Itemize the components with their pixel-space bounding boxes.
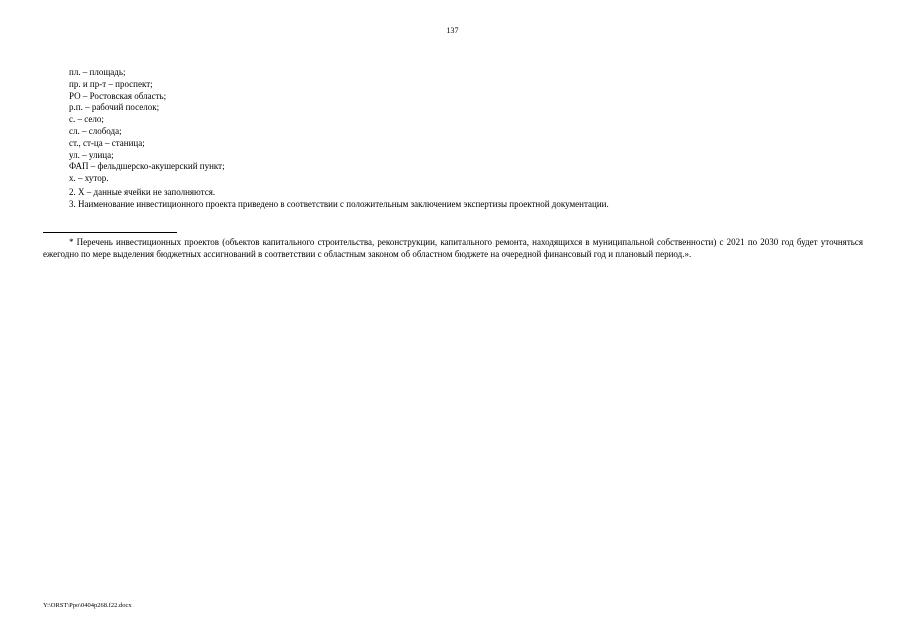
abbreviation-item: х. – хутор.: [69, 173, 109, 184]
file-path-footer: Y:\ORST\Ppo\0404p268.f22.docx: [43, 602, 132, 609]
abbreviation-item: р.п. – рабочий поселок;: [69, 102, 160, 113]
footnote-text: * Перечень инвестиционных проектов (объектов капитального строительства, реконструкции, капитального ремонта, находящихся в муниципальной собственности) с 2021 по 2030 год будет уточняться ежегодно по мере выделения бюджетных ассигнований в соответствии с областным законом об областном бюджете на очередной финансовый год и плановый период.».: [43, 237, 863, 259]
abbreviation-item: пр. и пр-т – проспект;: [69, 78, 153, 89]
abbreviation-item: ФАП – фельдшерско-акушерский пункт;: [69, 161, 225, 172]
page-number: 137: [446, 26, 459, 35]
notes: [69, 187, 609, 211]
abbreviation-item: ст., ст-ца – станица;: [69, 137, 145, 148]
abbreviation-list: [69, 67, 225, 185]
abbreviation-item: с. – село;: [69, 114, 104, 125]
footnote-separator: [43, 232, 177, 233]
abbreviation-item: пл. – площадь;: [69, 67, 126, 77]
abbreviation-item: ул. – улица;: [69, 149, 114, 160]
abbreviation-item: сл. – слобода;: [69, 125, 122, 136]
abbreviation-item: РО – Ростовская область;: [69, 90, 167, 101]
note-2: 2. Х – данные ячейки не заполняются.: [69, 187, 216, 197]
note-3: 3. Наименование инвестиционного проекта приведено в соответствии с положительным заключением экспертизы проектной документации.: [69, 198, 609, 209]
